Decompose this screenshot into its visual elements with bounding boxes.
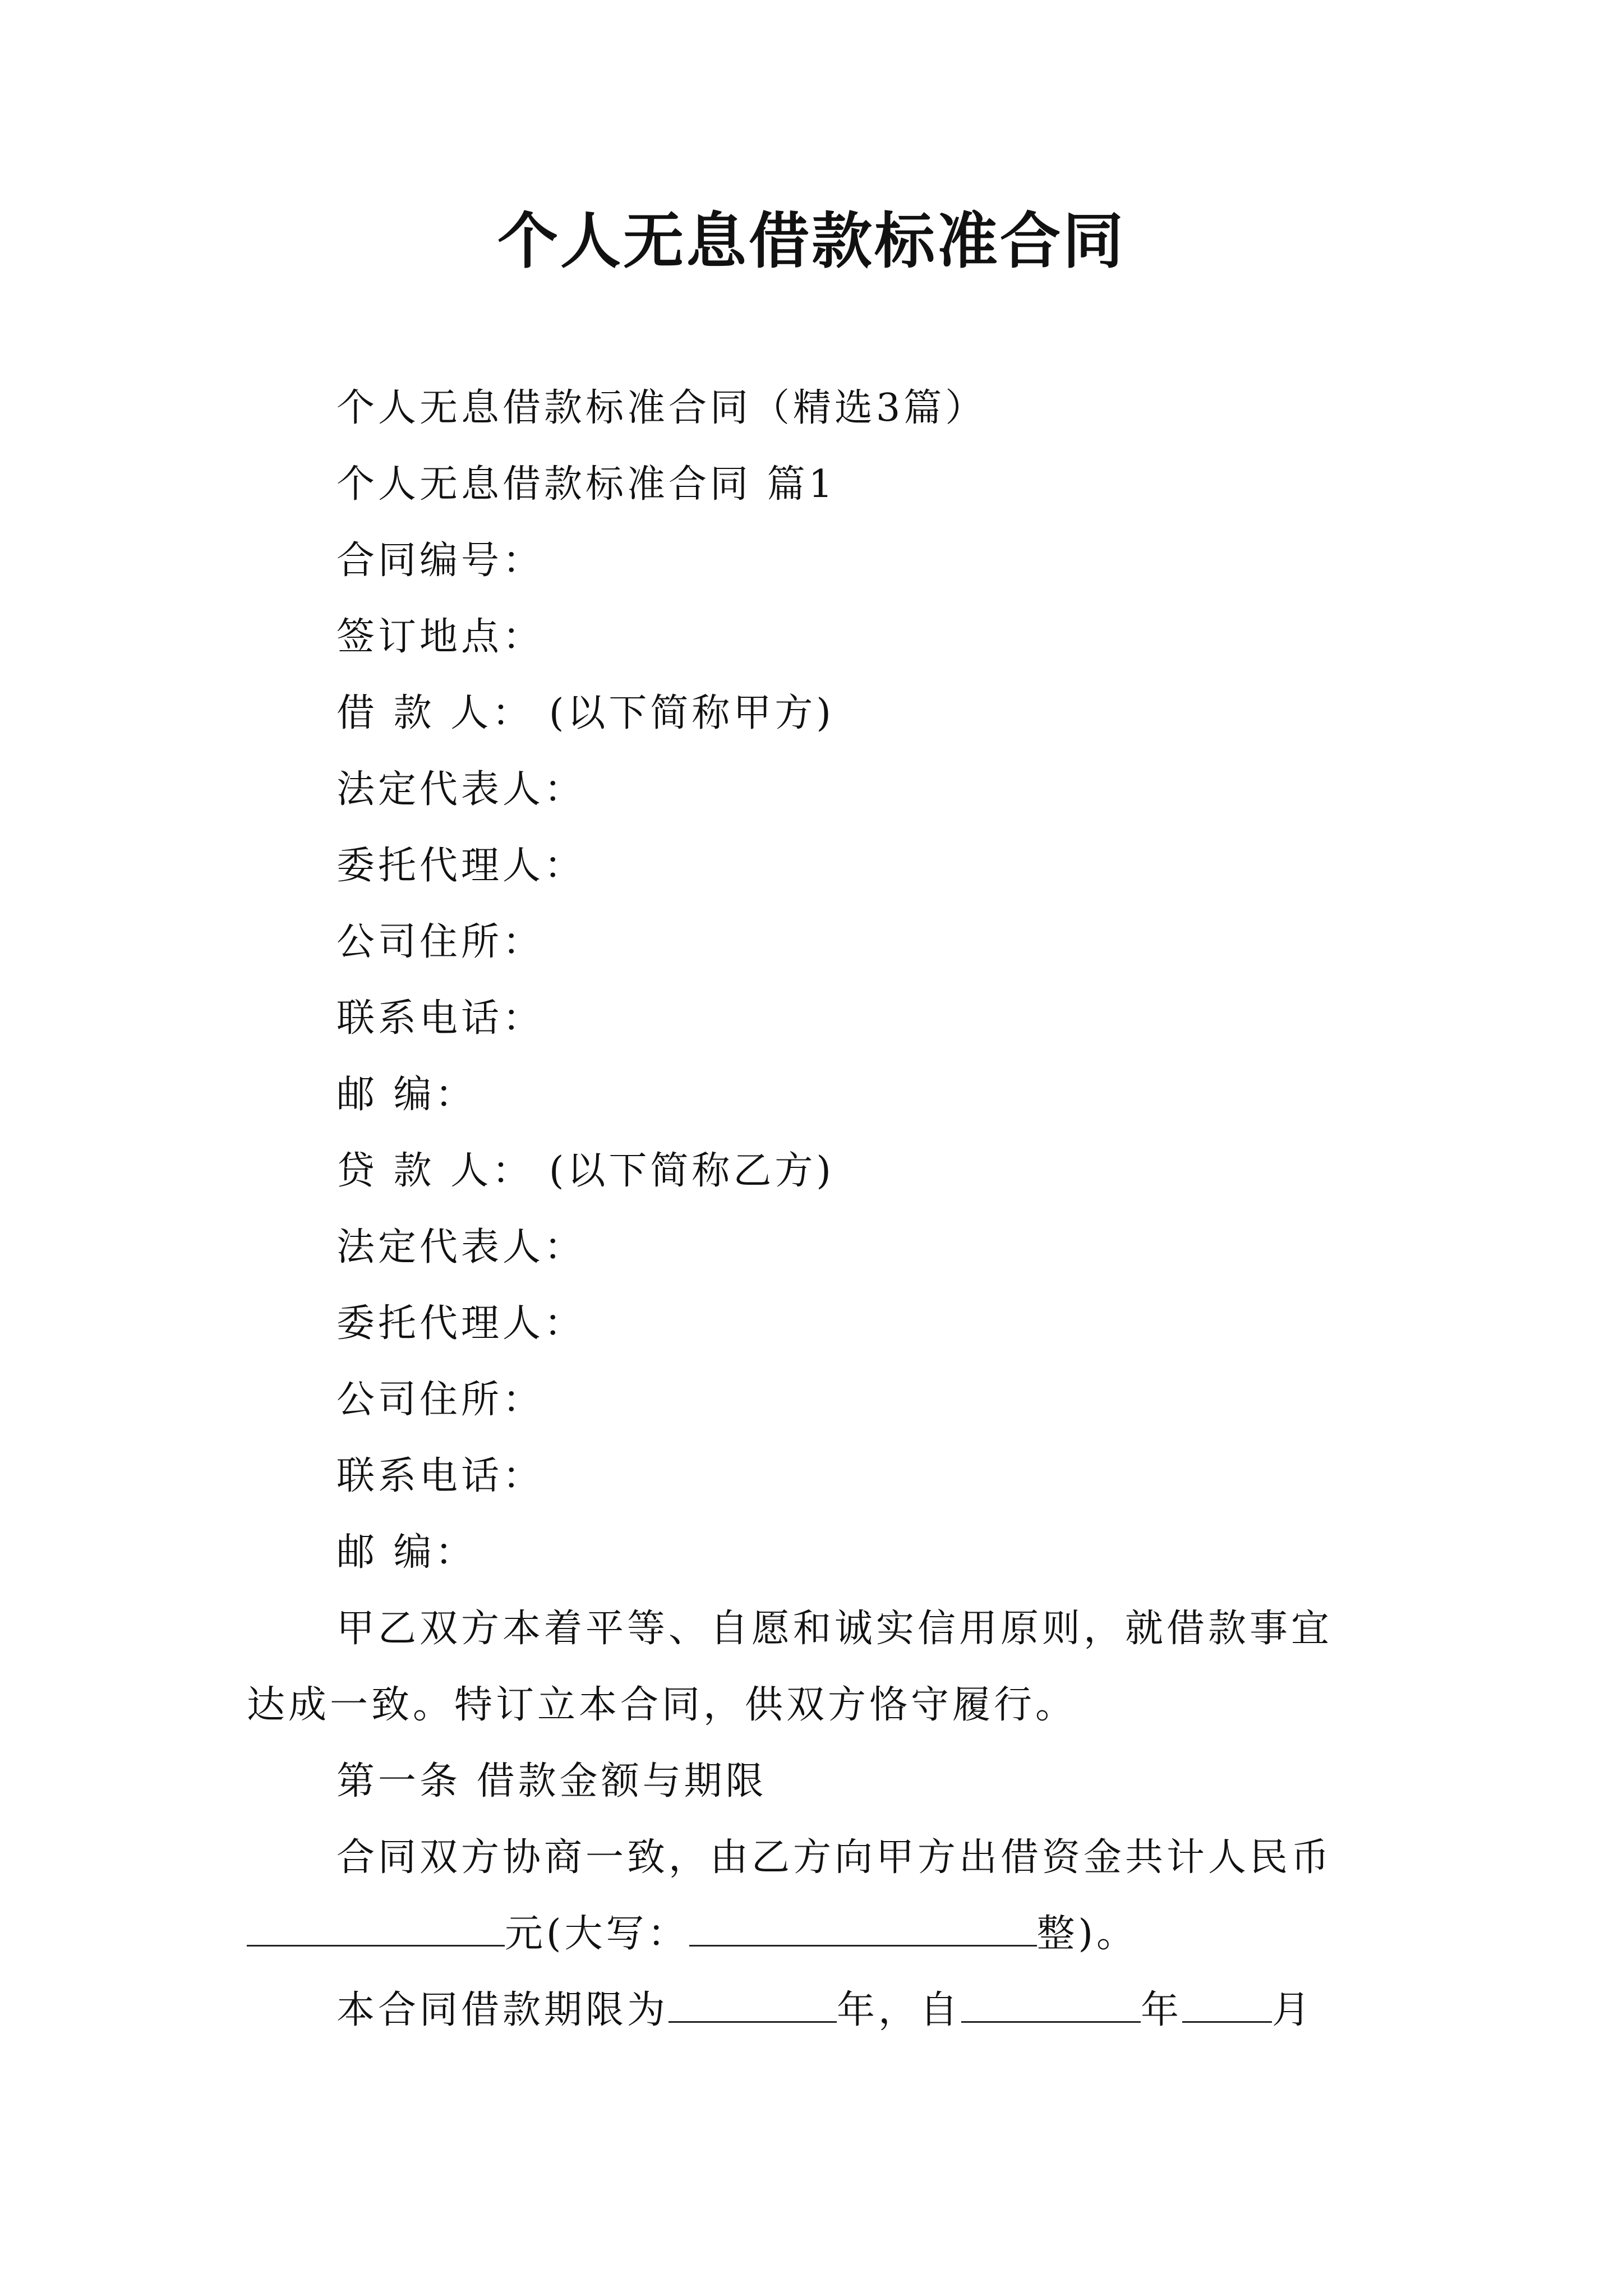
amount-blank bbox=[247, 1911, 505, 1947]
article1-term-line bbox=[247, 1972, 1391, 2049]
article1-heading: 第一条 借款金额与期限 bbox=[336, 1759, 767, 1803]
term-year-2: 年 bbox=[1141, 1988, 1183, 2032]
field-lender-legal-rep: 法定代表人： bbox=[336, 1225, 586, 1269]
field-lender-postcode: 邮 编： bbox=[336, 1530, 477, 1575]
document-body bbox=[247, 370, 1391, 2049]
term-month: 月 bbox=[1272, 1988, 1314, 2032]
field-lender-address: 公司住所： bbox=[336, 1378, 545, 1422]
field-borrower-agent: 委托代理人： bbox=[336, 844, 586, 888]
article1-line-1: 合同双方协商一致，由乙方向甲方出借资金共计人民币 bbox=[336, 1835, 1333, 1880]
term-year: 年，自 bbox=[837, 1988, 962, 2032]
field-borrower-legal-rep: 法定代表人： bbox=[336, 767, 586, 812]
term-start-year-blank bbox=[961, 1987, 1141, 2023]
field-borrower-phone: 联系电话： bbox=[336, 996, 545, 1041]
field-lender-agent: 委托代理人： bbox=[336, 1301, 586, 1346]
amount-end: 整)。 bbox=[1036, 1912, 1138, 1956]
field-lender: 贷 款 人： (以下简称乙方) bbox=[336, 1149, 834, 1193]
article1-amount-line bbox=[247, 1896, 1391, 1972]
document-title: 个人无息借款标准合同 bbox=[497, 206, 1126, 277]
amount-unit: 元(大写： bbox=[505, 1912, 689, 1956]
preamble-line-2: 达成一致。特订立本合同，供双方恪守履行。 bbox=[247, 1683, 1077, 1727]
amount-words-blank bbox=[689, 1911, 1037, 1947]
field-contract-no: 合同编号： bbox=[336, 539, 545, 583]
term-years-blank bbox=[668, 1987, 837, 2023]
section-heading: 个人无息借款标准合同 篇1 bbox=[336, 462, 836, 507]
subtitle: 个人无息借款标准合同（精选3篇） bbox=[336, 386, 987, 430]
term-start-month-blank bbox=[1182, 1987, 1272, 2023]
preamble-line-1: 甲乙双方本着平等、自愿和诚实信用原则，就借款事宜 bbox=[336, 1607, 1333, 1651]
field-lender-phone: 联系电话： bbox=[336, 1454, 545, 1498]
term-prefix: 本合同借款期限为 bbox=[336, 1988, 669, 2032]
field-sign-place: 签订地点： bbox=[336, 615, 545, 659]
field-borrower-address: 公司住所： bbox=[336, 920, 545, 964]
field-borrower: 借 款 人： (以下简称甲方) bbox=[336, 691, 834, 735]
field-borrower-postcode: 邮 编： bbox=[336, 1073, 477, 1117]
